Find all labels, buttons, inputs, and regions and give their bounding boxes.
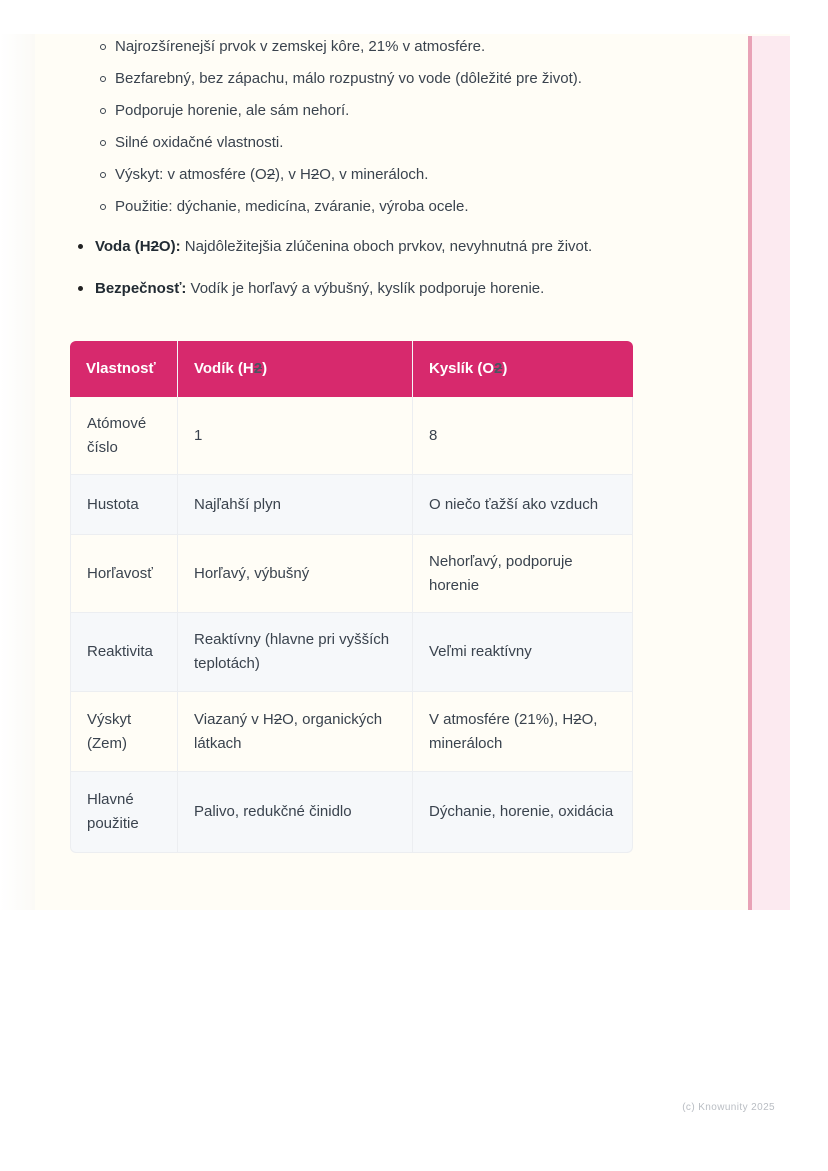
table-cell: Veľmi reaktívny (413, 613, 633, 692)
table-cell: Viazaný v H2O, organických látkach (178, 692, 413, 772)
table-row (70, 692, 633, 772)
list-item (35, 165, 744, 185)
list-item-term: Voda (H2O): (95, 238, 181, 255)
table-cell: 1 (178, 397, 413, 475)
bullet-hollow-icon (100, 172, 106, 178)
table-row (70, 772, 633, 853)
column-header-hydrogen: Vodík (H2) (178, 341, 413, 397)
list-item (35, 37, 744, 57)
table-row (70, 397, 633, 475)
table-cell: 8 (413, 397, 633, 475)
bullet-hollow-icon (100, 108, 106, 114)
list-item-text: Najrozšírenejší prvok v zemskej kôre, 21% v atmosfére. (115, 38, 486, 55)
table-cell: Reaktívny (hlavne pri vyšších teplotách) (178, 613, 413, 692)
list-item (35, 197, 744, 217)
table-row (70, 475, 633, 535)
comparison-table (70, 341, 633, 853)
bullet-filled-icon (78, 244, 83, 249)
list-item (35, 101, 744, 121)
copyright-text: (c) Knowunity 2025 (682, 1102, 775, 1113)
bullet-filled-icon (78, 286, 83, 291)
list-item-text: Výskyt: v atmosfére (O2), v H2O, v mineráloch. (115, 166, 429, 183)
list-item (35, 69, 744, 89)
bullet-hollow-icon (100, 204, 106, 210)
table-cell: Najľahší plyn (178, 475, 413, 535)
table-cell: V atmosfére (21%), H2O, mineráloch (413, 692, 633, 772)
page-accent-band (748, 36, 790, 910)
row-header-cell: Reaktivita (70, 613, 178, 692)
bullet-hollow-icon (100, 44, 106, 50)
table-header-row (70, 341, 633, 397)
table-cell: O niečo ťažší ako vzduch (413, 475, 633, 535)
table-row (70, 535, 633, 613)
list-item-text: Podporuje horenie, ale sám nehorí. (115, 102, 350, 119)
bullet-hollow-icon (100, 140, 106, 146)
column-header-property: Vlastnosť (70, 341, 178, 397)
list-item-term: Bezpečnosť: (95, 280, 187, 297)
list-item-text (95, 279, 744, 299)
table-cell: Dýchanie, horenie, oxidácia (413, 772, 633, 853)
bullet-hollow-icon (100, 76, 106, 82)
row-header-cell: Atómové číslo (70, 397, 178, 475)
row-header-cell: Hlavné použitie (70, 772, 178, 853)
list-item (35, 133, 744, 153)
list-item (35, 279, 744, 299)
list-item-text: Bezfarebný, bez zápachu, málo rozpustný vo vode (dôležité pre život). (115, 70, 582, 87)
row-header-cell: Horľavosť (70, 535, 178, 613)
column-header-oxygen: Kyslík (O2) (413, 341, 633, 397)
list-item-text: Silné oxidačné vlastnosti. (115, 134, 284, 151)
table-cell: Palivo, redukčné činidlo (178, 772, 413, 853)
table-row (70, 613, 633, 692)
row-header-cell: Výskyt (Zem) (70, 692, 178, 772)
list-item-description: Najdôležitejšia zlúčenina oboch prvkov, nevyhnutná pre život. (180, 238, 593, 255)
list-item (35, 237, 744, 257)
table-cell: Horľavý, výbušný (178, 535, 413, 613)
list-item-text: Použitie: dýchanie, medicína, zváranie, výroba ocele. (115, 198, 469, 215)
document-page (35, 34, 790, 910)
table-cell: Nehorľavý, podporuje horenie (413, 535, 633, 613)
list-item-description: Vodík je horľavý a výbušný, kyslík podporuje horenie. (186, 280, 545, 297)
list-item-text (95, 237, 744, 257)
row-header-cell: Hustota (70, 475, 178, 535)
